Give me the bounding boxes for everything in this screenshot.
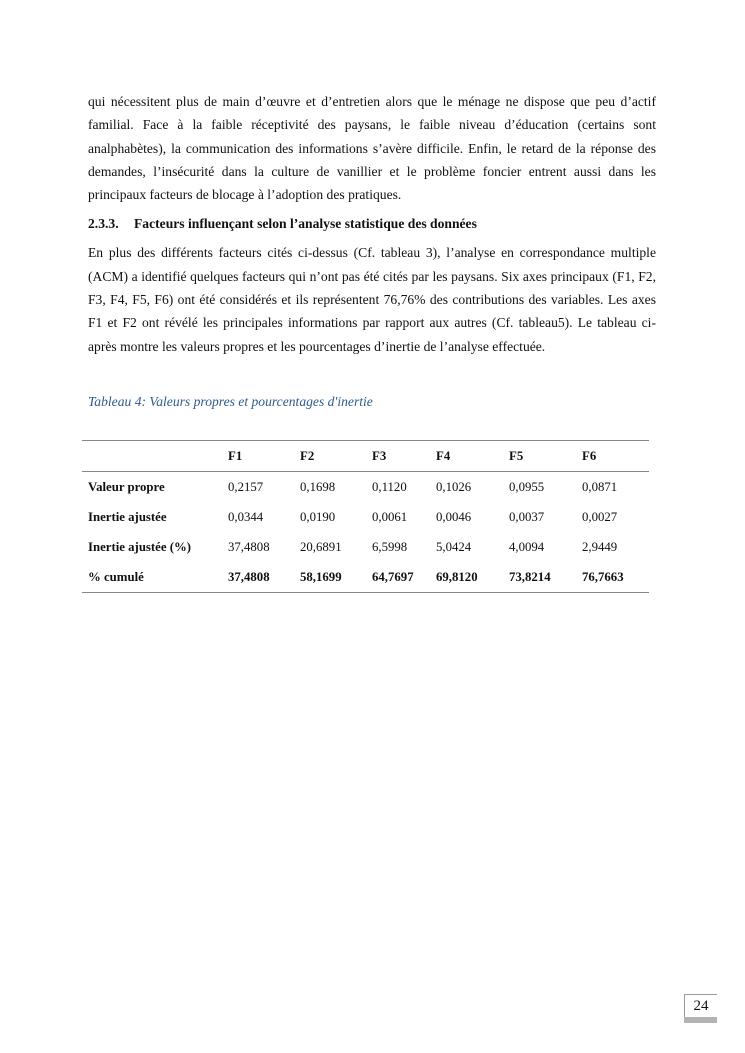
table-caption: Tableau 4: Valeurs propres et pourcentages d'inertie xyxy=(88,393,373,409)
table-cell: 37,4808 xyxy=(228,539,270,554)
table-cell: 73,8214 xyxy=(509,569,551,584)
table-cell: 0,1120 xyxy=(372,479,407,494)
header-cell-empty xyxy=(82,441,222,472)
table-header-row xyxy=(82,441,649,472)
table-cell: 69,8120 xyxy=(436,569,478,584)
table-cell: 0,2157 xyxy=(228,479,264,494)
table-cell: 5,0424 xyxy=(436,539,472,554)
paragraph-blocking-factors: qui nécessitent plus de main d’œuvre et d’entretien alors que le ménage ne dispose que peu d’actif familial. Face à la faible réceptivité des paysans, le faible niveau d’éducation (certains sont analphabètes), la communication des informations s’avère difficile. Enfin, le retard de la réponse des demandes, l’insécurité dans la culture de vanillier et le problème foncier entrent aussi dans les principaux facteurs de blocage à l’adoption des pratiques. xyxy=(88,94,656,203)
table-cell: 0,0344 xyxy=(228,509,264,524)
header-cell-f4: F4 xyxy=(430,441,503,472)
table-cell: 0,1698 xyxy=(300,479,336,494)
row-label: Valeur propre xyxy=(88,479,165,494)
table-cell: 0,0046 xyxy=(436,509,472,524)
table-cell: 76,7663 xyxy=(582,569,624,584)
table-cell: 4,0094 xyxy=(509,539,545,554)
table-cell: 64,7697 xyxy=(372,569,414,584)
table-row xyxy=(82,502,649,532)
header-cell-f1: F1 xyxy=(222,441,294,472)
table-cell: 0,0871 xyxy=(582,479,618,494)
header-cell-f5: F5 xyxy=(503,441,576,472)
table-cell: 0,0061 xyxy=(372,509,408,524)
section-heading xyxy=(88,214,656,234)
table-cell: 0,0955 xyxy=(509,479,545,494)
paragraph-acm-analysis: En plus des différents facteurs cités ci-dessus (Cf. tableau 3), l’analyse en correspondance multiple (ACM) a identifié quelques facteurs qui n’ont pas été cités par les paysans. Six axes principaux (F1, F2, F3, F4, F5, F6) ont été considérés et ils représentent 76,76% des contributions des variables. Les axes F1 et F2 ont révélé les principales informations par rapport aux autres (Cf. tableau5). Le tableau ci-après montre les valeurs propres et les pourcentages d’inertie de l’analyse effectuée. xyxy=(88,245,656,354)
eigenvalues-table xyxy=(82,440,649,593)
row-label: % cumulé xyxy=(88,569,144,584)
table-cell: 0,0190 xyxy=(300,509,336,524)
table-cell: 0,0027 xyxy=(582,509,618,524)
table-cell: 20,6891 xyxy=(300,539,342,554)
section-number: 2.3.3. xyxy=(88,216,119,232)
table-cell: 0,0037 xyxy=(509,509,545,524)
table-cell: 2,9449 xyxy=(582,539,618,554)
page-content xyxy=(88,90,656,412)
header-cell-f3: F3 xyxy=(366,441,430,472)
table-row xyxy=(82,472,649,503)
header-cell-f6: F6 xyxy=(576,441,649,472)
table-cell: 0,1026 xyxy=(436,479,472,494)
table-cell: 58,1699 xyxy=(300,569,342,584)
table-cell: 37,4808 xyxy=(228,569,270,584)
page-number-bar xyxy=(684,1017,717,1023)
page-number: 24 xyxy=(684,994,717,1017)
table-row-cumulative xyxy=(82,562,649,593)
row-label: Inertie ajustée (%) xyxy=(88,539,192,554)
section-title: Facteurs influençant selon l’analyse statistique des données xyxy=(134,216,477,232)
header-cell-f2: F2 xyxy=(294,441,366,472)
table-cell: 6,5998 xyxy=(372,539,408,554)
table-row xyxy=(82,532,649,562)
row-label: Inertie ajustée xyxy=(88,509,167,524)
